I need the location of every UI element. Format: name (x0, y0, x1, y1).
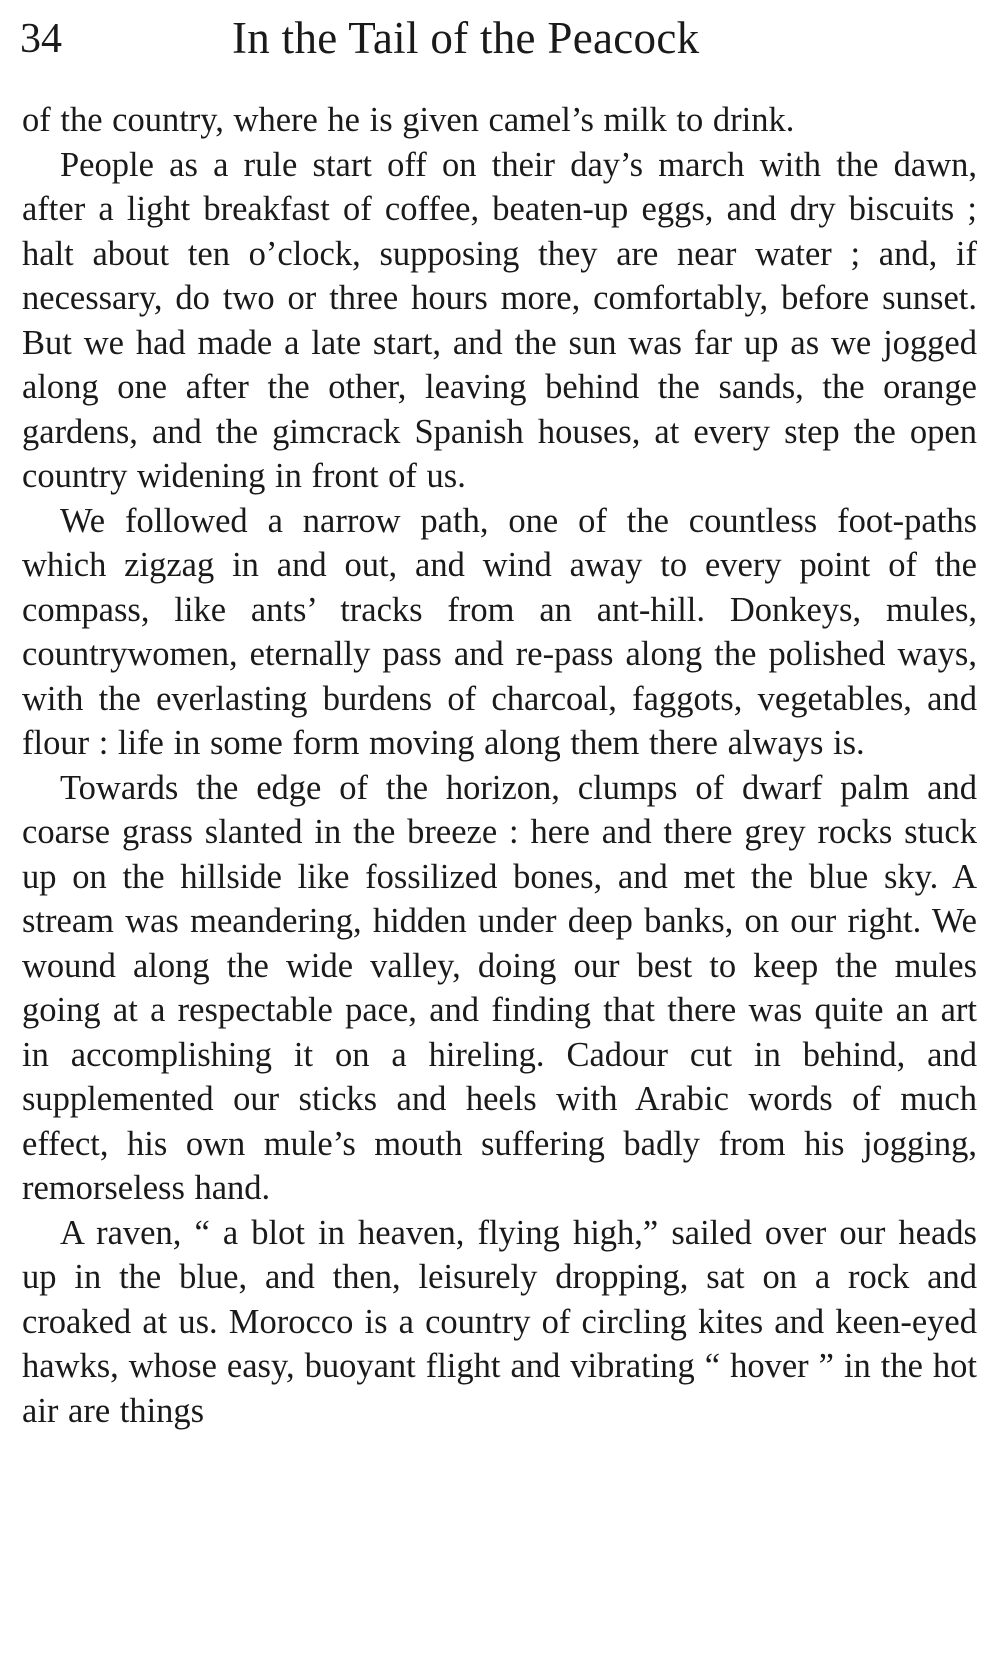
paragraph-continued: of the country, where he is given camel’s milk to drink. (22, 101, 795, 139)
paragraph: Towards the edge of the horizon, clumps of dwarf palm and coarse grass slanted in the breeze : here and there grey rocks stuck up on the hillside like fossilized bones, and met the blue sky. A stream was meandering, hidden under deep banks, on our right. We wound along the wide valley, doing our best to keep the mules going at a respectable pace, and finding that there was quite an art in accomplishing it on a hireling. Cadour cut in behind, and supplemented our sticks and heels with Arabic words of much effect, his own mule’s mouth suffering badly from his jogging, remorseless hand. (22, 768, 977, 1207)
paragraph: People as a rule start off on their day’s march with the dawn, after a light breakfast of coffee, beaten-up eggs, and dry biscuits ; halt about ten o’clock, supposing they are near water ; and, if necessary, do two or three hours more, comfortably, before sunset. But we had made a late start, and the sun was far up as we jogged along one after the other, leaving behind the sands, the orange gardens, and the gimcrack Spanish houses, at every step the open country widening in front of us. (22, 145, 977, 495)
page-number: 34 (20, 16, 62, 62)
running-title: In the Tail of the Peacock (232, 13, 700, 63)
body-text (22, 98, 977, 1433)
paragraph: A raven, “ a blot in heaven, flying high,” sailed over our heads up in the blue, and then, leisurely dropping, sat on a rock and croaked at us. Morocco is a country of circling kites and keen-eyed hawks, whose easy, buoyant flight and vibrating “ hover ” in the hot air are things (22, 1213, 977, 1430)
paragraph: We followed a narrow path, one of the countless foot-paths which zigzag in and out, and wind away to every point of the compass, like ants’ tracks from an ant-hill. Donkeys, mules, countrywomen, eternally pass and re-pass along the polished ways, with the everlasting burdens of charcoal, faggots, vegetables, and flour : life in some form moving along them there always is. (22, 501, 977, 762)
